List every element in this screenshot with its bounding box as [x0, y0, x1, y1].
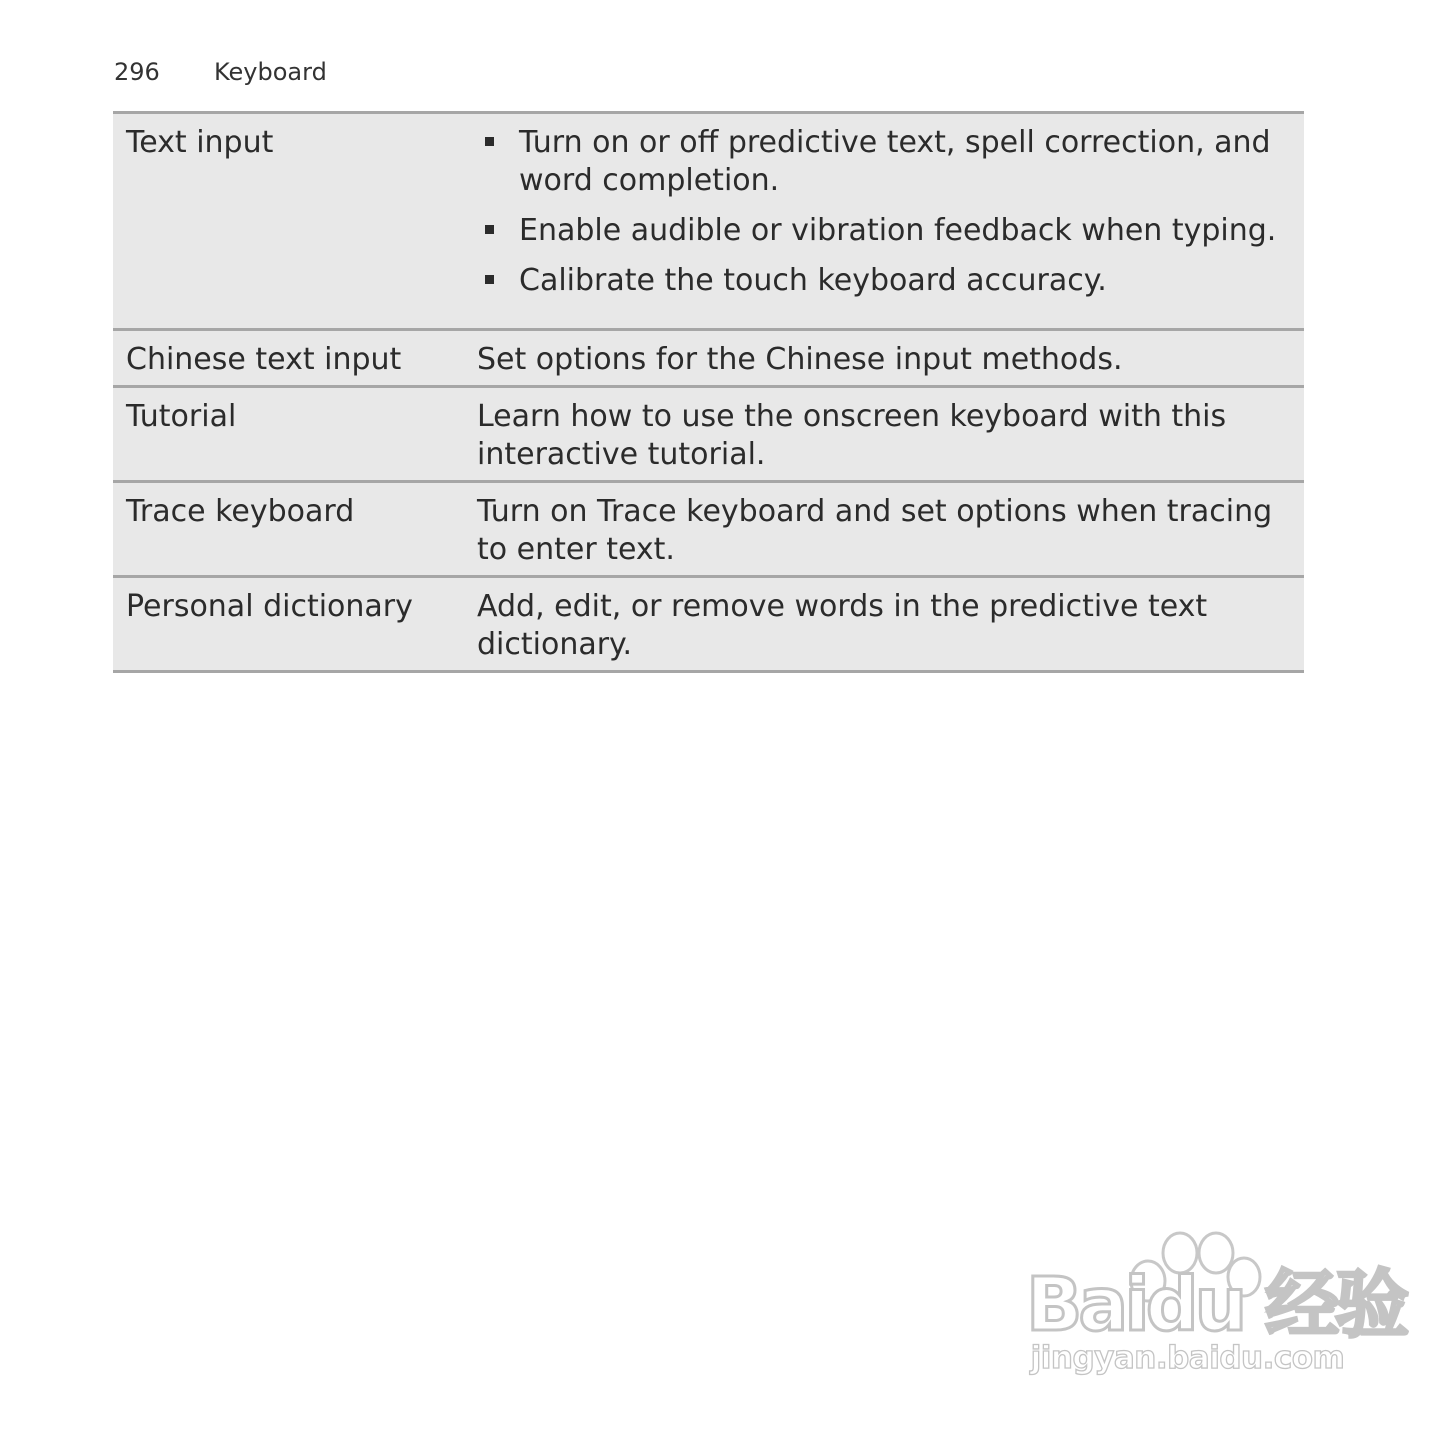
setting-name: Chinese text input — [113, 330, 465, 387]
setting-description: Turn on Trace keyboard and set options when tracing to enter text. — [465, 482, 1304, 577]
bullet-icon — [485, 137, 494, 146]
page-number: 296 — [114, 58, 160, 86]
page-header — [114, 58, 327, 86]
bullet-icon — [485, 225, 494, 234]
table-row — [113, 577, 1304, 672]
setting-name: Trace keyboard — [113, 482, 465, 577]
setting-description: Learn how to use the onscreen keyboard with this interactive tutorial. — [465, 387, 1304, 482]
table-row — [113, 113, 1304, 330]
setting-description — [465, 113, 1304, 330]
section-title: Keyboard — [214, 58, 327, 86]
table-row — [113, 482, 1304, 577]
setting-description: Add, edit, or remove words in the predictive text dictionary. — [465, 577, 1304, 672]
watermark-url: jingyan.baidu.com — [1030, 1340, 1345, 1376]
bullet-list — [477, 124, 1290, 300]
setting-name: Text input — [113, 113, 465, 330]
setting-description: Set options for the Chinese input methods. — [465, 330, 1304, 387]
setting-name: Personal dictionary — [113, 577, 465, 672]
list-item-text: Calibrate the touch keyboard accuracy. — [519, 263, 1107, 298]
table-row — [113, 330, 1304, 387]
list-item — [477, 262, 1290, 300]
setting-name: Tutorial — [113, 387, 465, 482]
watermark-brand: Baidu 经验 — [1026, 1262, 1406, 1348]
list-item-text: Turn on or off predictive text, spell correction, and word completion. — [519, 125, 1271, 198]
bullet-icon — [485, 275, 494, 284]
list-item-text: Enable audible or vibration feedback when typing. — [519, 213, 1277, 248]
table-row — [113, 387, 1304, 482]
list-item — [477, 124, 1290, 200]
keyboard-settings-table — [113, 111, 1304, 673]
list-item — [477, 212, 1290, 250]
